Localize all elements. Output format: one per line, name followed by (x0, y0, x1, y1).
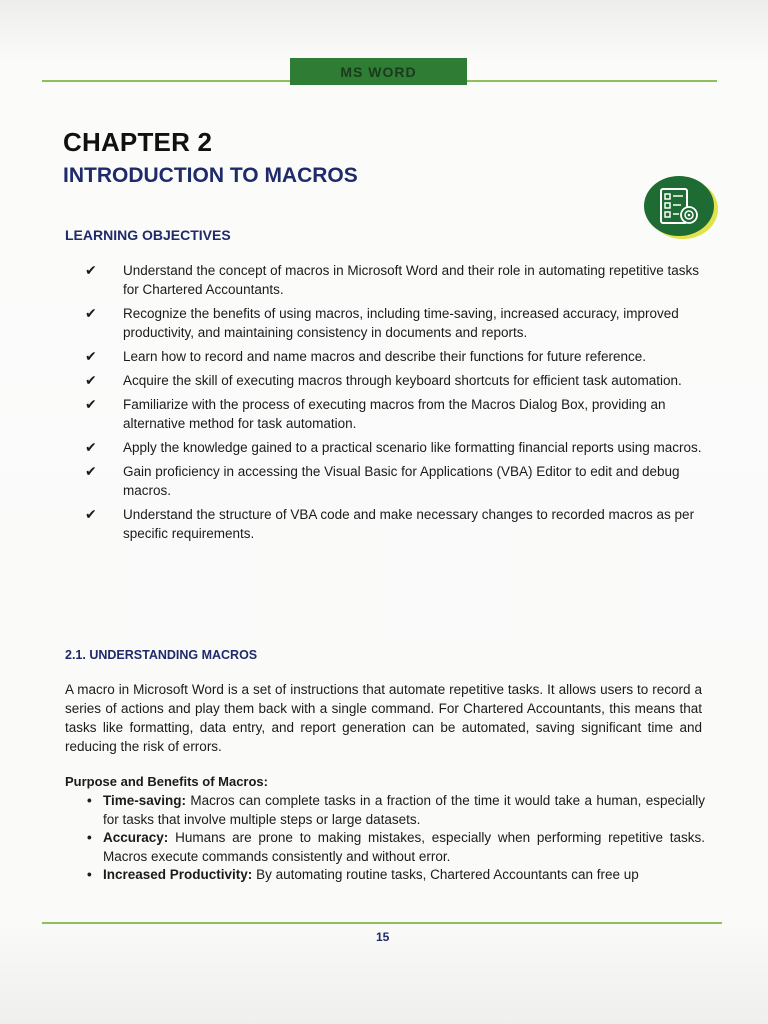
checkmark-icon: ✔ (85, 439, 97, 455)
footer-rule (42, 922, 722, 924)
list-item: ✔ Familiarize with the process of executing macros from the Macros Dialog Box, providing an alternative method for task automation. (85, 396, 666, 431)
chapter-number: CHAPTER 2 (63, 127, 213, 157)
objectives-list (85, 261, 705, 548)
list-item: ✔ Learn how to record and name macros and describe their functions for future reference. (85, 348, 647, 364)
checkmark-icon: ✔ (85, 305, 97, 321)
list-item: • Accuracy: Humans are prone to making mistakes, especially when performing repetitive tasks. Macros execute commands consistently and without error. (87, 830, 705, 864)
list-item: ✔ Understand the structure of VBA code and make necessary changes to recorded macros as per specific requirements. (85, 506, 695, 541)
checkmark-icon: ✔ (85, 463, 97, 479)
list-item: • Time-saving: Macros can complete tasks in a fraction of the time it would take a human, especially for tasks that involve multiple steps or large datasets. (87, 793, 705, 827)
list-item: ✔ Apply the knowledge gained to a practical scenario like formatting financial reports using macros. (85, 439, 702, 455)
bullet-icon: • (87, 830, 92, 845)
section-heading: 2.1. UNDERSTANDING MACROS (65, 648, 258, 662)
checklist-target-icon (644, 176, 714, 236)
benefits-list (85, 792, 705, 885)
checkmark-icon: ✔ (85, 506, 97, 522)
checkmark-icon: ✔ (85, 396, 97, 412)
body-paragraph: A macro in Microsoft Word is a set of instructions that automate repetitive tasks. It allows users to record a series of actions and play them back with a single command. For Chartered Accountants, this means that tasks like formatting, data entry, and report generation can be automated, saving significant time and reducing the risk of errors. (65, 682, 702, 754)
page-number: 15 (376, 930, 390, 944)
header-tab: MS WORD (290, 58, 467, 85)
purpose-heading: Purpose and Benefits of Macros: (65, 774, 268, 789)
bullet-icon: • (87, 867, 92, 882)
list-item: ✔ Acquire the skill of executing macros through keyboard shortcuts for efficient task automation. (85, 372, 682, 388)
chapter-title: INTRODUCTION TO MACROS (63, 164, 358, 187)
list-item: • Increased Productivity: By automating routine tasks, Chartered Accountants can free up (85, 866, 705, 885)
list-item: ✔ Understand the concept of macros in Microsoft Word and their role in automating repetitive tasks for Chartered Accountants. (85, 262, 700, 297)
checkmark-icon: ✔ (85, 372, 97, 388)
list-item: ✔ Gain proficiency in accessing the Visual Basic for Applications (VBA) Editor to edit and debug macros. (85, 463, 680, 498)
list-item: ✔ Recognize the benefits of using macros, including time-saving, increased accuracy, improved productivity, and maintaining consistency in documents and reports. (85, 305, 679, 340)
checkmark-icon: ✔ (85, 262, 97, 278)
learning-objectives-heading: LEARNING OBJECTIVES (65, 227, 231, 243)
bullet-icon: • (87, 793, 92, 808)
checkmark-icon: ✔ (85, 348, 97, 364)
